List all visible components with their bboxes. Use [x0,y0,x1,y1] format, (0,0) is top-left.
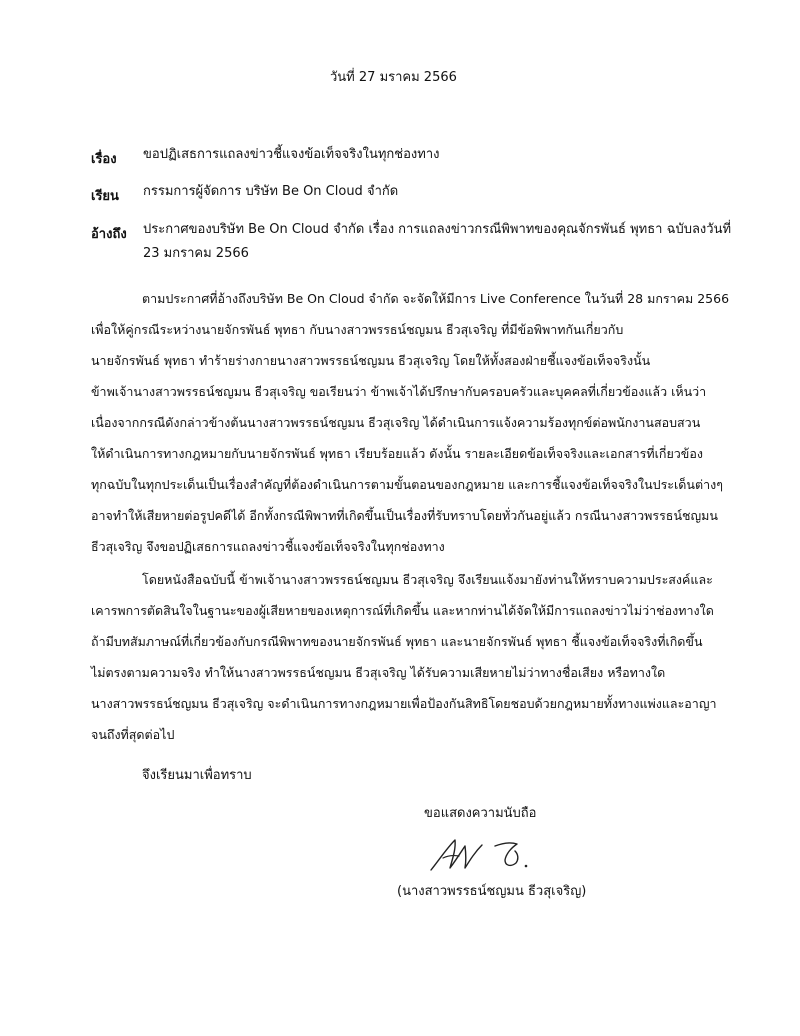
subject-row [91,148,731,169]
reference-line: 23 มกราคม 2566 [143,246,249,261]
paragraph-line: ธีวสุเจริญ จึงขอปฏิเสธการแถลงข่าวชี้แจงข้อเท็จจริงในทุกช่องทาง [91,539,445,554]
recipient-label: เรียน [91,189,119,204]
paragraph-line: อาจทำให้เสียหายต่อรูปคดีได้ อีกทั้งกรณีพิพาทที่เกิดขึ้นเป็นเรื่องที่รับทราบโดยทั่วกันอยู่แล้ว กรณีนางสาวพรรธน์ชญมน [91,508,718,523]
letter-date: วันที่ 27 มราคม 2566 [330,70,457,85]
paragraph-line: นายจักรพันธ์ พุทธา ทำร้ายร่างกายนางสาวพรรธน์ชญมน ธีวสุเจริญ โดยให้ทั้งสองฝ่ายชี้แจงข้อเท็จจริงนั้น [91,353,651,368]
reference-row [91,222,732,261]
signer-name: (นางสาวพรรธน์ชญมน ธีวสุเจริญ) [397,884,587,899]
reference-label: อ้างถึง [91,227,127,242]
handwritten-signature-icon [425,830,535,876]
paragraph-line: ถ้ามีบทสัมภาษณ์ที่เกี่ยวข้องกับกรณีพิพาทของนายจักรพันธ์ พุทธา และนายจักรพันธ์ พุทธา ชี้แจงข้อเท็จจริงที่เกิดขึ้น [91,634,703,649]
recipient-text: กรรมการผู้จัดการ บริษัท Be On Cloud จำกัด [143,184,399,199]
subject-text: ขอปฏิเสธการแถลงข่าวชี้แจงข้อเท็จจริงในทุกช่องทาง [143,147,440,162]
body-paragraph-1 [91,283,751,562]
paragraph-line: ให้ดำเนินการทางกฎหมายกับนายจักรพันธ์ พุทธา เรียบร้อยแล้ว ดังนั้น รายละเอียดข้อเท็จจริงและเอกสารที่เกี่ยวข้อง [91,446,703,461]
paragraph-line: โดยหนังสือฉบับนี้ ข้าพเจ้านางสาวพรรธน์ชญมน ธีวสุเจริญ จึงเรียนแจ้งมายังท่านให้ทราบความประสงค์และ [142,572,713,587]
paragraph-line: เพื่อให้คู่กรณีระหว่างนายจักรพันธ์ พุทธา กับนางสาวพรรธน์ชญมน ธีวสุเจริญ ที่มีข้อพิพาทกันเกี่ยวกับ [91,322,624,337]
paragraph-line: เนื่องจากกรณีดังกล่าวข้างต้นนางสาวพรรธน์ชญมน ธีวสุเจริญ ได้ดำเนินการแจ้งความร้องทุกข์ต่อพนักงานสอบสวน [91,415,701,430]
paragraph-line: ไม่ตรงตามความจริง ทำให้นางสาวพรรธน์ชญมน ธีวสุเจริญ ได้รับความเสียหายไม่ว่าทางชื่อเสียง หรือทางใด [91,665,666,680]
reference-line: ประกาศของบริษัท Be On Cloud จำกัด เรื่อง การแถลงข่าวกรณีพิพาทของคุณจักรพันธ์ พุทธา ฉบับลงวันที่ [143,222,732,237]
paragraph-line: จนถึงที่สุดต่อไป [91,727,175,742]
paragraph-line: เคารพการตัดสินใจในฐานะของผู้เสียหายของเหตุการณ์ที่เกิดขึ้น และหากท่านได้จัดให้มีการแถลงข่าวไม่ว่าช่องทางใด [91,603,714,618]
body-paragraph-2 [91,564,751,750]
recipient-row [91,185,731,206]
subject-label: เรื่อง [91,152,117,167]
paragraph-line: นางสาวพรรธน์ชญมน ธีวสุเจริญ จะดำเนินการทางกฎหมายเพื่อป้องกันสิทธิโดยชอบด้วยกฎหมายทั้งทางแพ่งและอาญา [91,696,717,711]
paragraph-line: ทุกฉบับในทุกประเด็นเป็นเรื่องสำคัญที่ต้องดำเนินการตามขั้นตอนของกฎหมาย และการชี้แจงข้อเท็จจริงในประเด็นต่างๆ [91,477,723,492]
paragraph-line: ตามประกาศที่อ้างถึงบริษัท Be On Cloud จำกัด จะจัดให้มีการ Live Conference ในวันที่ 28 มกราคม 2566 [142,291,730,306]
paragraph-line: ข้าพเจ้านางสาวพรรธน์ชญมน ธีวสุเจริญ ขอเรียนว่า ข้าพเจ้าได้ปรึกษากับครอบครัวและบุคคลที่เกี่ยวข้องแล้ว เห็นว่า [91,384,707,399]
closing-line: จึงเรียนมาเพื่อทราบ [142,768,252,783]
regards-line: ขอแสดงความนับถือ [424,806,537,821]
